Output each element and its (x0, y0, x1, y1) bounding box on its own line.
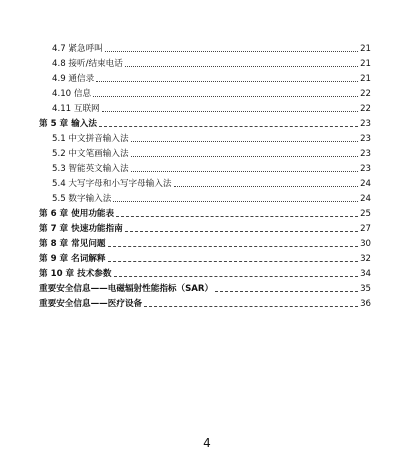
toc-entry (52, 131, 371, 145)
toc-chapter-page: 27 (360, 224, 371, 234)
toc-chapter-title: 重要安全信息——电磁辐射性能指标（SAR） (39, 284, 214, 294)
toc-chapter-title: 第 9 章 名词解释 (39, 254, 106, 264)
dash-leader (108, 246, 359, 247)
toc-chapter-title: 第 6 章 使用功能表 (39, 209, 115, 219)
toc-entry (52, 191, 371, 205)
toc-entry (52, 41, 371, 55)
page-number: 4 (203, 436, 211, 450)
toc-entry-title: 5.4 大写字母和小写字母输入法 (52, 179, 172, 189)
toc-entry (52, 146, 371, 160)
toc-chapter-title: 第 10 章 技术参数 (39, 269, 112, 279)
toc-entry-page: 24 (360, 179, 371, 189)
toc-entry-title: 4.10 信息 (52, 89, 92, 99)
toc-chapter (39, 296, 371, 310)
toc-entry-title: 5.1 中文拼音输入法 (52, 134, 129, 144)
toc-chapter (39, 281, 371, 295)
toc-entry-title: 4.11 互联网 (52, 104, 100, 114)
toc-entry-page: 21 (360, 74, 371, 84)
toc-entry-page: 21 (360, 44, 371, 54)
toc-entry-title: 5.3 智能英文输入法 (52, 164, 129, 174)
dash-leader (125, 231, 358, 232)
dash-leader (114, 276, 359, 277)
toc-entry-page: 23 (360, 164, 371, 174)
toc-chapter (39, 206, 371, 220)
dot-leader (174, 186, 359, 187)
dot-leader (102, 111, 358, 112)
dash-leader (144, 306, 358, 307)
dot-leader (131, 171, 359, 172)
toc-chapter-page: 34 (360, 269, 371, 279)
dot-leader (93, 96, 358, 97)
dot-leader (131, 141, 359, 142)
toc-entry (52, 86, 371, 100)
toc-entry (52, 71, 371, 85)
toc-entry-title: 5.5 数字输入法 (52, 194, 112, 204)
toc-chapter-title: 重要安全信息——医疗设备 (39, 299, 143, 309)
toc-entry-page: 23 (360, 149, 371, 159)
dot-leader (131, 156, 359, 157)
toc-entry (52, 176, 371, 190)
dash-leader (215, 291, 358, 292)
toc-entry-title: 4.9 通信录 (52, 74, 95, 84)
toc-entry-title: 4.7 紧急呼叫 (52, 44, 103, 54)
toc-entry (52, 161, 371, 175)
dot-leader (113, 201, 358, 202)
toc-chapter (39, 116, 371, 130)
toc-chapter (39, 221, 371, 235)
toc-chapter-page: 36 (360, 299, 371, 309)
toc-entry-title: 4.8 接听/结束电话 (52, 59, 123, 69)
toc-entry (52, 56, 371, 70)
toc-entry-title: 5.2 中文笔画输入法 (52, 149, 129, 159)
toc-chapter-page: 23 (360, 119, 371, 129)
toc-chapter-title: 第 8 章 常见问题 (39, 239, 106, 249)
dot-leader (125, 66, 358, 67)
toc-chapter-page: 30 (360, 239, 371, 249)
toc-chapter (39, 236, 371, 250)
toc-entry-page: 21 (360, 59, 371, 69)
toc-chapter-title: 第 7 章 快速功能指南 (39, 224, 123, 234)
toc-entry-page: 22 (360, 104, 371, 114)
toc-chapter (39, 251, 371, 265)
dash-leader (99, 126, 358, 127)
dot-leader (105, 51, 358, 52)
dash-leader (108, 261, 359, 262)
toc-entry-page: 24 (360, 194, 371, 204)
toc-entry (52, 101, 371, 115)
toc-chapter-title: 第 5 章 输入法 (39, 119, 97, 129)
toc-entry-page: 23 (360, 134, 371, 144)
toc-entry-page: 22 (360, 89, 371, 99)
toc-chapter-page: 32 (360, 254, 371, 264)
toc-chapter-page: 35 (360, 284, 371, 294)
dot-leader (96, 81, 358, 82)
toc-chapter-page: 25 (360, 209, 371, 219)
dash-leader (116, 216, 358, 217)
toc-chapter (39, 266, 371, 280)
